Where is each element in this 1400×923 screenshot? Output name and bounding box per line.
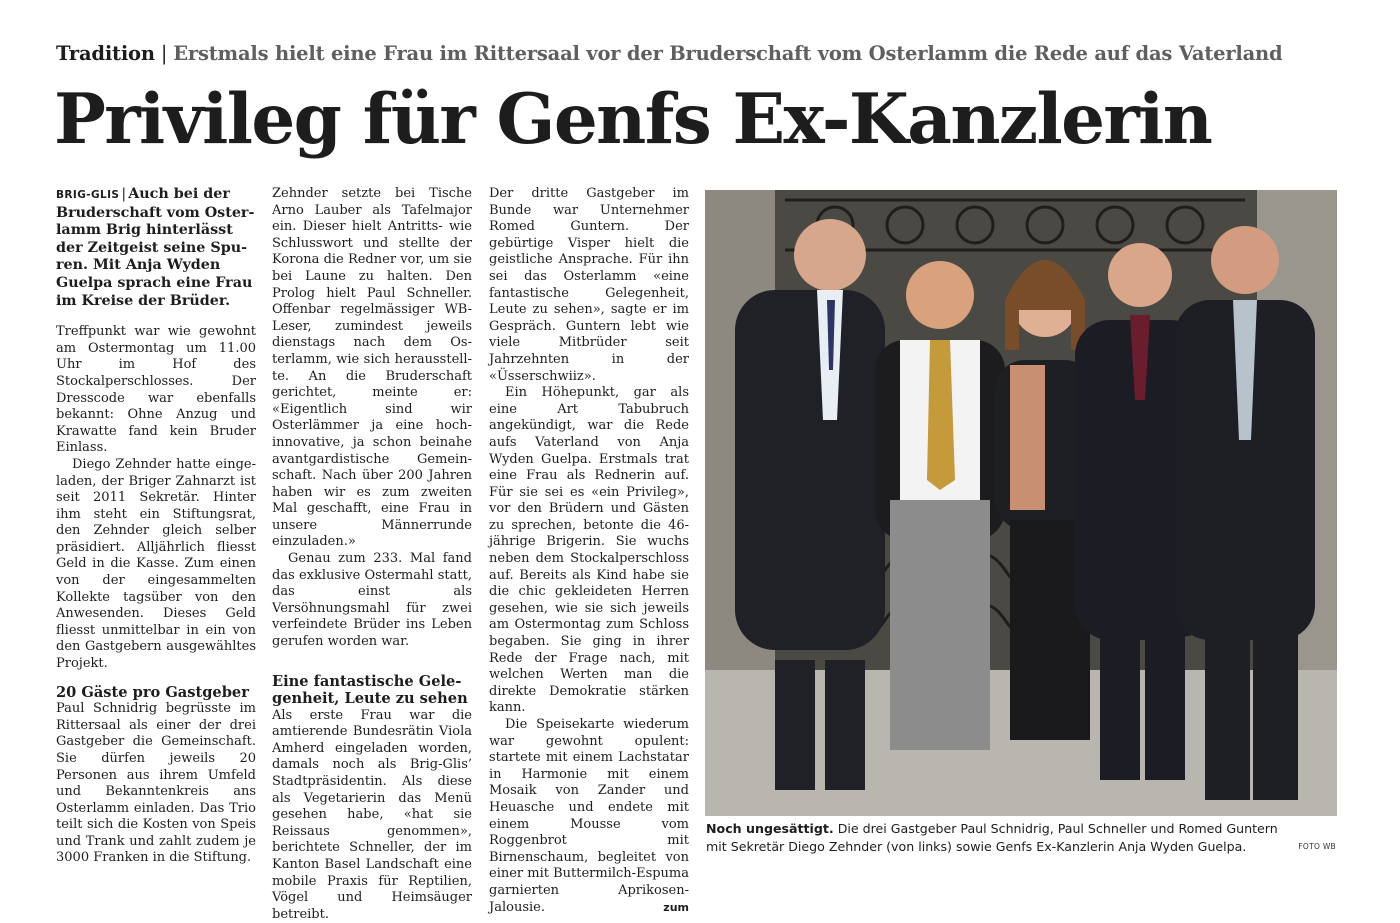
paragraph: Genau zum 233. Mal fand das exklusive Ostermahl statt, das einst als Versöhnungsmahl für zwei verfeindete Brüder ins Leben gerufen worden war. [272,551,472,650]
paragraph: Paul Schnidrig begrüsste im Rittersaal als einer der drei Gastgeber die Gemeinschaft. Sie dürfen jeweils 20 Personen aus ihrem Umfeld und Bekanntenkreis ans Osterlamm einladen. Das Trio teilt sich die Kosten von Speis und Trank und zahlt zudem je 3000 Franken in die Stiftung. [56,701,256,866]
caption-text: Die drei Gastgeber Paul Schnidrig, Paul Schneller und Romed Guntern mit Sekretär Diego Zehnder (von links) sowie Genfs Ex-Kanzlerin Anja Wyden Guelpa. [706,821,1278,854]
subheading: Eine fantastische Gelegenheit, Leute zu sehen [272,672,468,708]
lead-text: Auch bei der Bruderschaft vom Osterlamm Brig hinterlässt der Zeitgeist seine Spuren. Mit Anja Wyden Guelpa sprach eine Frau im Kreise der Brüder. [56,186,255,309]
kicker-separator: | [160,42,168,65]
paragraph: Treffpunkt war wie gewohnt am Ostermontag um 11.00 Uhr im Hof des Stockalperschlosses. Der Dresscode war ebenfalls bekannt: Ohne Anzug und Krawatte fand kein Bruder Einlass. [56,324,256,456]
caption-bold: Noch ungesättigt. [706,821,834,836]
photo-credit: FOTO WB [1298,842,1336,851]
headline: Privileg für Genfs Ex-Kanzlerin [54,79,1212,160]
photo-caption [706,820,1296,856]
dateline: BRIG-GLIS [56,189,120,201]
dateline-separator: | [121,186,127,202]
paragraph: Der dritte Gastgeber im Bunde war Unternehmer Romed Guntern. Der gebürtige Visper hielt die geistliche Ansprache. Für ihn sei das Osterlamm «eine fantastische Gelegenheit, Leute zu sehen», sagte er im Gespräch. Guntern lebt wie viele Mitbrüder seit Jahrzehnten in der «Üsserschwiiz». [489,186,689,384]
paragraph: Ein Höhepunkt, gar als eine Art Tabubruch angekündigt, war die Rede aufs Vaterland von Anja Wyden Guelpa. Erstmals trat eine Frau als Rednerin auf. Für sie sei es «ein Privileg», vor den Brüdern und Gästen zu sprechen, betonte die 46-jährige Brigerin. Sie wuchs neben dem Stockalperschloss auf. Bereits als Kind habe sie die chic gekleideten Herren gesehen, wie sie sich jeweils am Ostermontag zum Schloss begaben. Sie ging in ihrer Rede der Frage nach, mit welchen Werten man die direkte Demokratie stärken kann. [489,385,689,716]
paragraph: Diego Zehnder hatte eingeladen, der Briger Zahnarzt ist seit 2011 Sekretär. Hinter ihm steht ein Stiftungsrat, den Zehnder gleich selber präsidiert. Alljährlich fliesst Geld in die Kasse. Zum einen von der eingesammelten Kollekte tagsüber von den Anwesenden. Dieses Geld fliesst unmittelbar in ein von den Gastgebern ausgewähltes Projekt. [56,456,256,672]
author-tag: zum [663,900,689,914]
lead-paragraph [56,186,256,310]
kicker-subtitle: Erstmals hielt eine Frau im Rittersaal vor der Bruderschaft vom Osterlamm die Rede auf das Vaterland [173,42,1283,65]
paragraph: Als erste Frau war die amtierende Bundesrätin Viola Amherd eingeladen worden, damals noch als Brig-Glis’ Stadtpräsidentin. Als diese als Vegetarierin das Menü gesehen habe, «hat sie Reissaus genommen», berichtete Schneller, der im Kanton Basel Landschaft eine mobile Praxis für Reptilien, Vögel und Heimsäuger betreibt. [272,707,472,922]
group-photo-illustration [705,190,1337,816]
paragraph-text: Die Speisekarte wiederum war gewohnt opulent: startete mit einem Lachstatar in Harmonie mit einem Mosaik von Zander und Heuasche und endete mit einem Mousse vom Roggenbrot mit Birnenschaum, begleitet von einer mit Buttermilch-Espuma garnierten Aprikosen-Jalousie. [489,717,690,915]
paragraph [489,717,689,916]
article-column-2 [272,186,472,923]
kicker-rubric: Tradition [56,42,155,65]
paragraph: Zehnder setzte bei Tische Arno Lauber als Tafelmajor ein. Dieser hielt Antritts- wie Schlusswort und stellte der Korona die Redner vor, um sie bei Laune zu halten. Den Prolog hielt Paul Schneller. Offenbar regelmässiger WB-Leser, zumindest jeweils dienstags nach dem Osterlamm, wie sich herausstellte. An die Bruderschaft gerichtet, meinte er: «Eigentlich sind wir Osterlämmer ja eine hochinnovative, ja schon beinahe avantgardistische Gemeinschaft. Nach über 200 Jahren haben wir es zum zweiten Mal geschafft, eine Frau in unsere Männerrunde einzuladen.» [272,186,472,550]
subheading: 20 Gäste pro Gastgeber [56,683,249,701]
group-photo [705,190,1337,816]
article-column-3 [489,186,689,916]
article-column-1 [56,186,256,867]
kicker [56,40,1346,68]
